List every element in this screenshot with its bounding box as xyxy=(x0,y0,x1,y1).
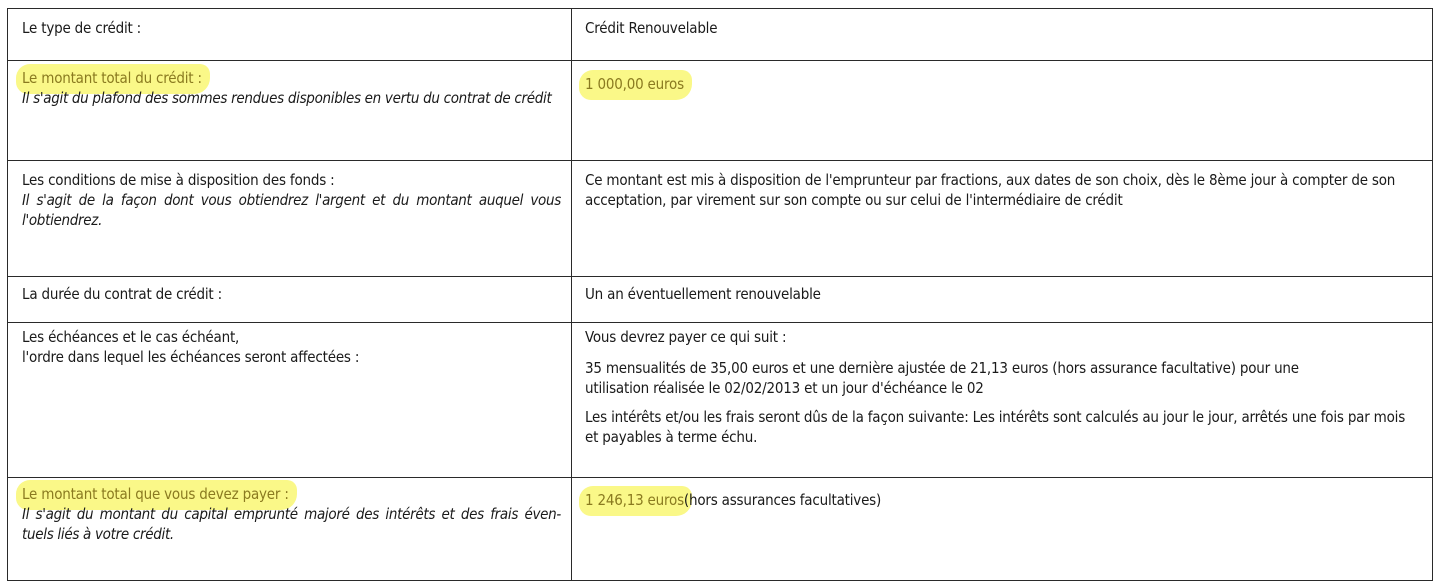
montant-value: 1 000,00 euros xyxy=(585,75,684,93)
echeances-mensualites-line1: 35 mensualités de 35,00 euros et une dernière ajustée de 21,13 euros (hors assurance facultative) pour une xyxy=(585,359,1299,377)
echeances-label-cell xyxy=(8,323,572,478)
echeances-label-line2: l'ordre dans lequel les échéances seront affectées : xyxy=(22,348,360,366)
type-value: Crédit Renouvelable xyxy=(585,19,718,37)
total-label-cell xyxy=(8,478,572,581)
conditions-description: Il s'agit de la façon dont vous obtiendrez l'argent et du montant auquel vous l'obtiendrez. xyxy=(22,191,561,229)
echeances-interets: Les intérêts et/ou les frais seront dûs de la façon suivante: Les intérêts sont calculés au jour le jour, arrêtés une fois par mois et payables à terme échu. xyxy=(585,408,1406,446)
total-label: Le montant total que vous devez payer : xyxy=(22,485,289,503)
table-row xyxy=(8,277,1433,323)
montant-label-cell xyxy=(8,61,572,161)
echeances-label-line1: Les échéances et le cas échéant, xyxy=(22,328,240,346)
table-row xyxy=(8,161,1433,277)
total-value-cell xyxy=(572,478,1433,581)
table-row xyxy=(8,61,1433,161)
conditions-label: Les conditions de mise à disposition des fonds : xyxy=(22,171,335,189)
total-label-highlight xyxy=(22,484,289,504)
montant-value-cell xyxy=(572,61,1433,161)
table-row xyxy=(8,478,1433,581)
duree-value: Un an éventuellement renouvelable xyxy=(585,285,821,303)
duree-value-cell xyxy=(572,277,1433,323)
montant-label: Le montant total du crédit : xyxy=(22,69,202,87)
conditions-label-cell xyxy=(8,161,572,277)
total-value-amount: 1 246,13 euros xyxy=(585,491,684,509)
conditions-value: Ce montant est mis à disposition de l'emprunteur par fractions, aux dates de son choix, dès le 8ème jour à compter de son acceptation, par virement sur son compte ou sur celui de l'intermédiaire de crédit xyxy=(585,171,1396,209)
type-label: Le type de crédit : xyxy=(22,19,142,37)
echeances-mensualites-line2: utilisation réalisée le 02/02/2013 et un jour d'échéance le 02 xyxy=(585,379,984,397)
montant-description: Il s'agit du plafond des sommes rendues disponibles en vertu du contrat de crédit xyxy=(22,89,552,107)
total-description: Il s'agit du montant du capital emprunté majoré des intérêts et des frais éven-tuels liés à votre crédit. xyxy=(22,505,561,543)
type-value-cell xyxy=(572,9,1433,61)
type-label-cell xyxy=(8,9,572,61)
echeances-intro: Vous devrez payer ce qui suit : xyxy=(585,328,787,346)
duree-label: La durée du contrat de crédit : xyxy=(22,285,222,303)
table-row xyxy=(8,323,1433,478)
echeances-value-cell xyxy=(572,323,1433,478)
montant-value-highlight xyxy=(585,74,684,94)
total-value-note: (hors assurances facultatives) xyxy=(683,491,882,509)
table-row xyxy=(8,9,1433,61)
total-value-highlight xyxy=(585,490,684,510)
duree-label-cell xyxy=(8,277,572,323)
montant-label-highlight xyxy=(22,68,202,88)
credit-info-table xyxy=(7,8,1433,581)
conditions-value-cell xyxy=(572,161,1433,277)
